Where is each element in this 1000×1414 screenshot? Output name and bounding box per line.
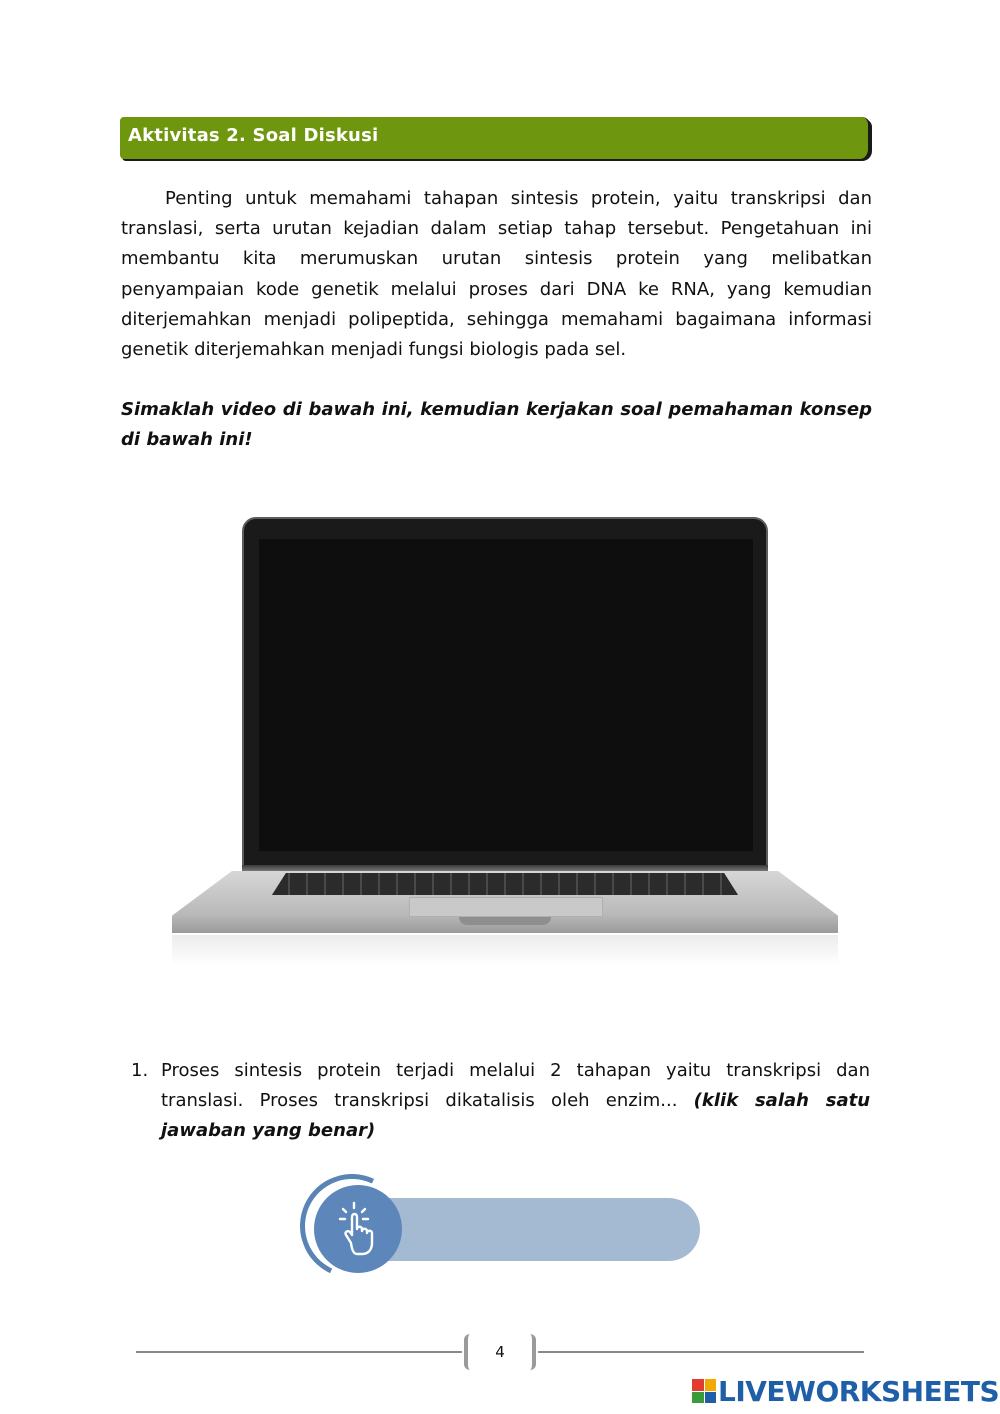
question-number: 1. xyxy=(131,1060,149,1081)
brand-name: LIVEWORKSHEETS xyxy=(718,1374,1000,1408)
laptop-keyboard xyxy=(272,873,738,895)
video-screen[interactable] xyxy=(259,539,753,851)
tap-hand-icon xyxy=(334,1201,382,1257)
laptop-trackpad xyxy=(409,897,603,917)
brand-grid-icon xyxy=(692,1379,716,1403)
section-header xyxy=(120,117,870,159)
brand-logo xyxy=(692,1374,999,1408)
video-player[interactable] xyxy=(172,517,838,972)
intro-paragraph: Penting untuk memahami tahapan sintesis protein, yaitu transkripsi dan translasi, serta urutan kejadian dalam setiap tahap tersebut. Pengetahuan ini membantu kita merumuskan urutan sintesis protein yang melibatkan penyampaian kode genetik melalui proses dari DNA ke RNA, yang kemudian diterjemahkan menjadi polipeptida, sehingga memahami bagaimana informasi genetik diterjemahkan menjadi fungsi biologis pada sel. xyxy=(121,188,872,361)
page-number-box xyxy=(464,1334,536,1370)
tap-button[interactable] xyxy=(314,1185,402,1273)
question-text-block xyxy=(161,1056,870,1147)
section-title: Aktivitas 2. Soal Diskusi xyxy=(128,125,379,146)
laptop-notch xyxy=(459,917,551,925)
laptop-reflection xyxy=(172,935,838,965)
question-hint: (klik salah satu jawaban yang benar) xyxy=(161,1090,871,1142)
laptop-lid xyxy=(242,517,768,867)
footer-rule-left xyxy=(136,1351,462,1353)
footer-rule-right xyxy=(538,1351,864,1353)
question-text: Proses sintesis protein terjadi melalui 2 tahapan yaitu transkripsi dan translasi. Proses transkripsi dikatalisis oleh enzim... xyxy=(161,1060,870,1112)
instruction-text: Simaklah video di bawah ini, kemudian kerjakan soal pemahaman konsep di bawah ini! xyxy=(121,399,872,450)
page-number: 4 xyxy=(495,1343,505,1361)
answer-dropdown[interactable] xyxy=(296,1170,706,1280)
